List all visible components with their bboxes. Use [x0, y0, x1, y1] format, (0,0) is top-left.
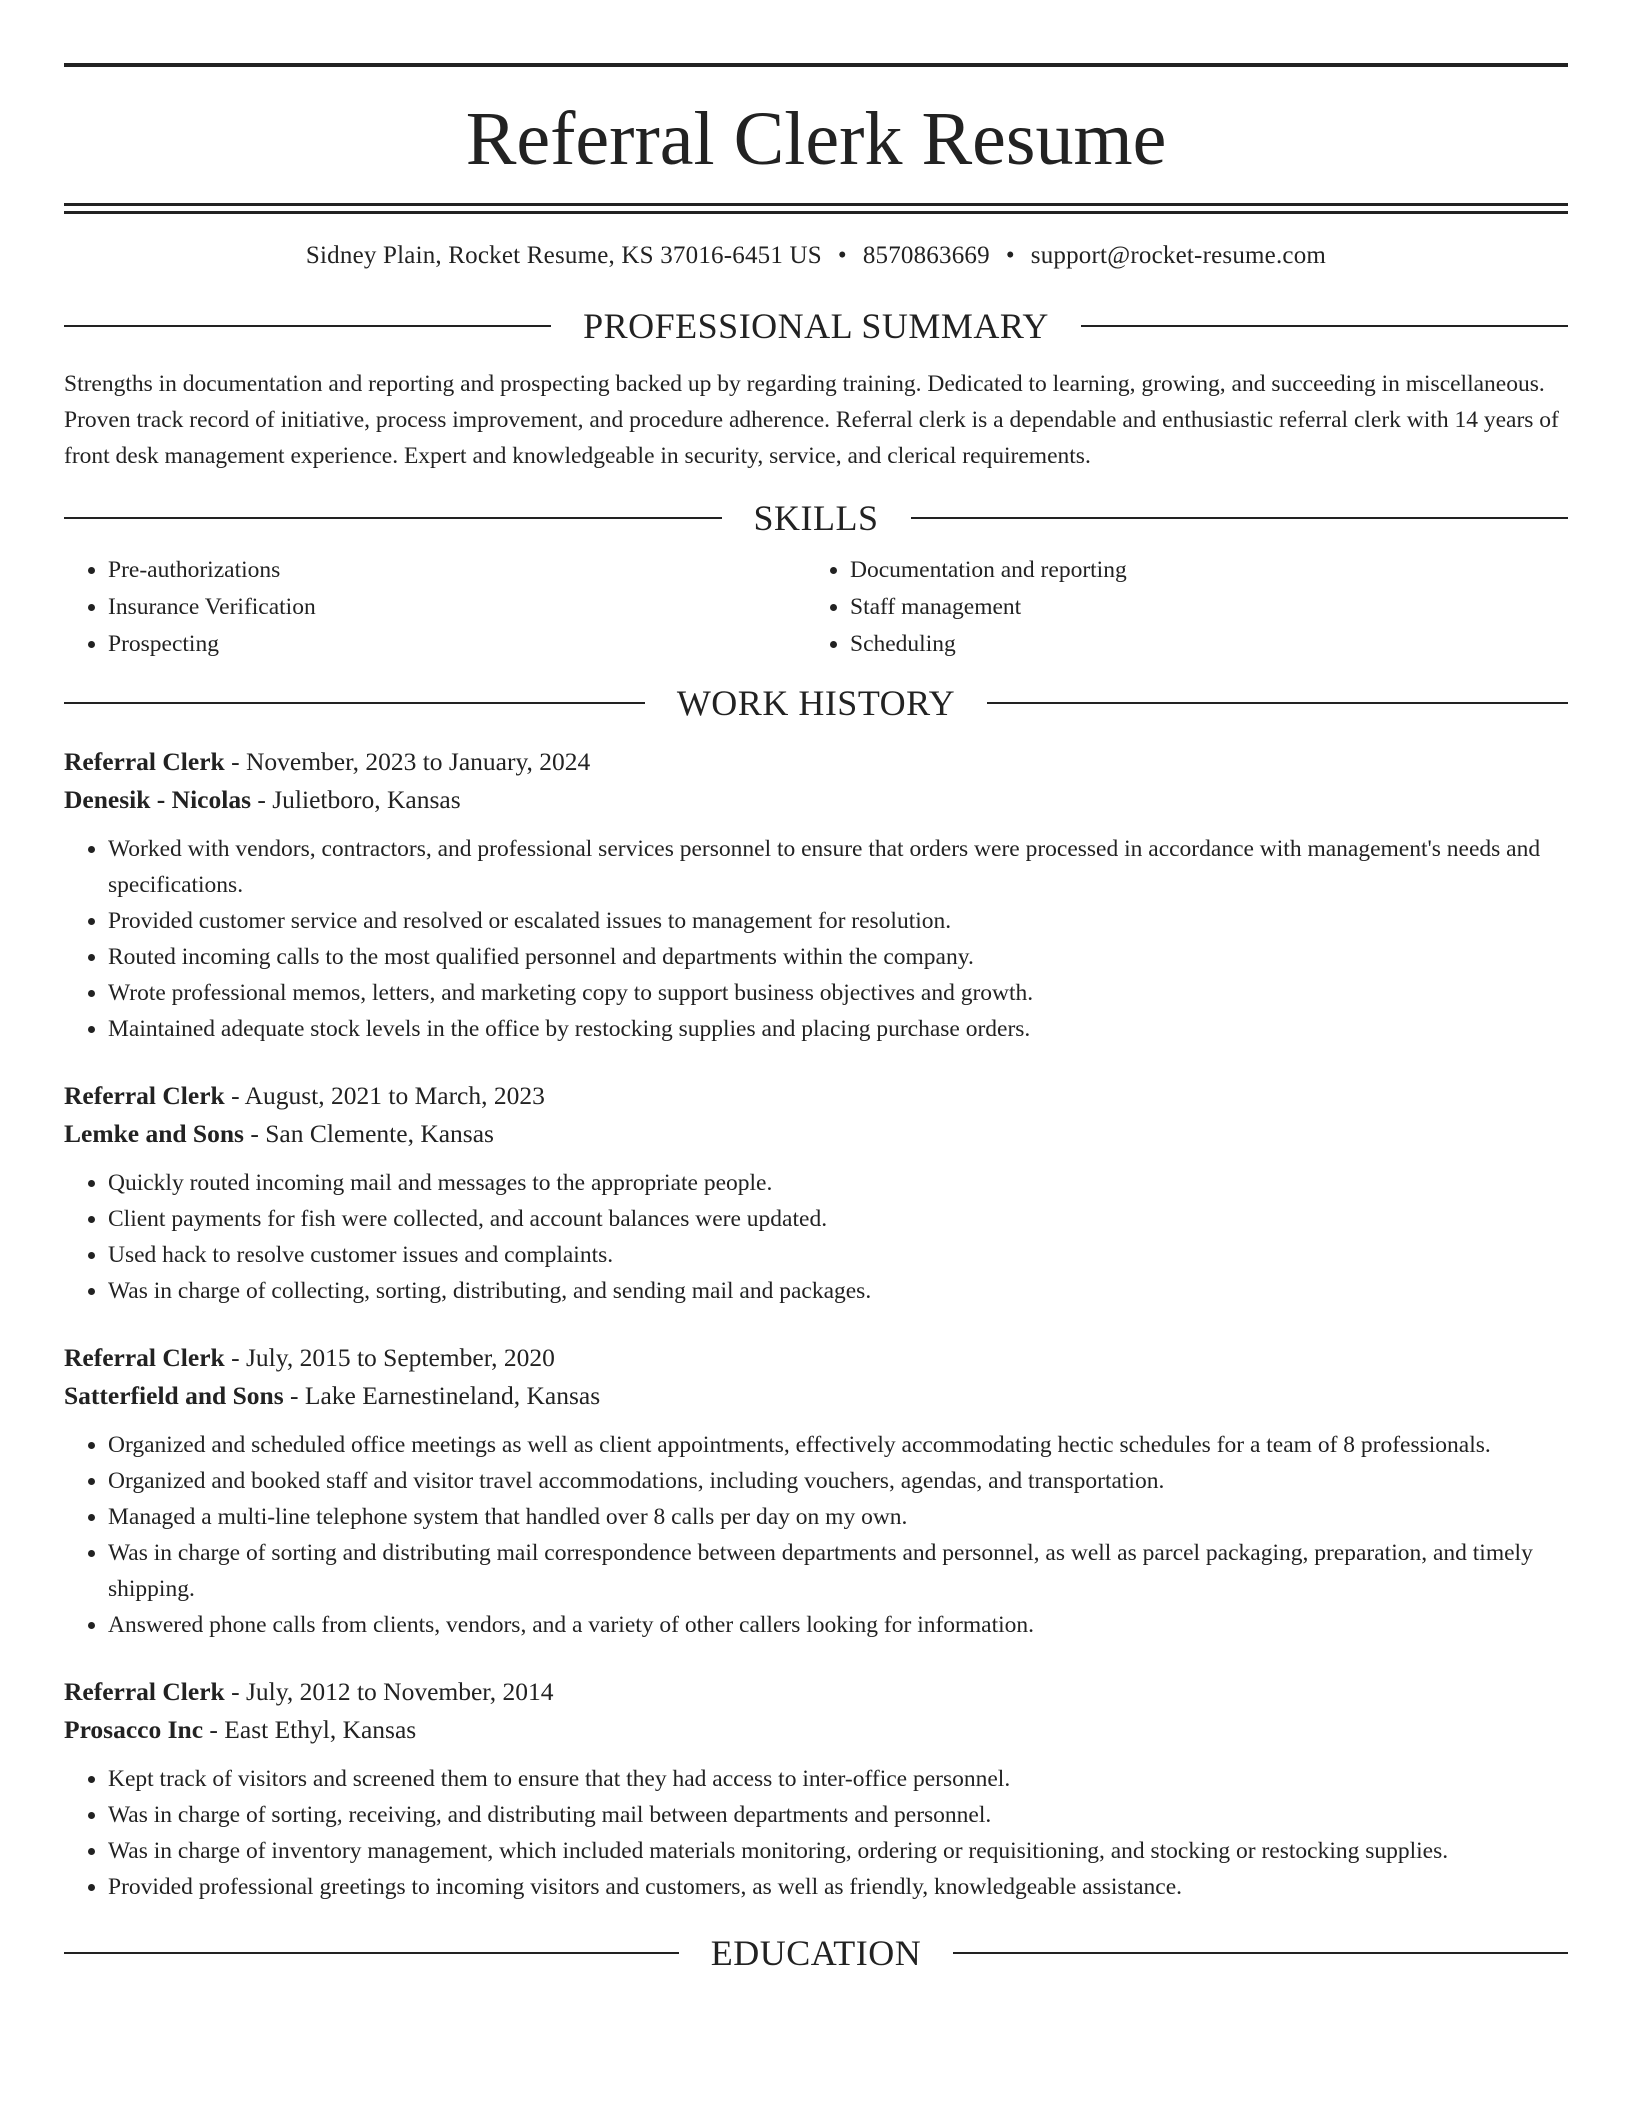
job-bullet: • Managed a multi-line telephone system that handled over 8 calls per day on my own. [108, 1499, 1568, 1535]
job-bullet: • Worked with vendors, contractors, and professional services personnel to ensure that orders were processed in accordance with management's needs and specifications. [108, 831, 1568, 903]
skill-item: • Documentation and reporting [850, 552, 1548, 589]
education-section-heading [64, 1931, 1568, 1975]
job-location: San Clemente, Kansas [265, 1119, 494, 1148]
job-company-line: Prosacco Inc - East Ethyl, Kansas [64, 1715, 417, 1744]
skills-heading-label: SKILLS [753, 498, 879, 538]
job-entry [64, 743, 1568, 1047]
job-bullet: • Quickly routed incoming mail and messages to the appropriate people. [108, 1165, 1568, 1201]
contact-separator: • [1005, 242, 1015, 269]
job-bullets [64, 1165, 1568, 1309]
job-bullet: • Routed incoming calls to the most qualified personnel and departments within the company. [108, 939, 1568, 975]
job-title-line: Referral Clerk - July, 2015 to September, 2020 [64, 1343, 555, 1372]
job-bullet: • Was in charge of sorting, receiving, and distributing mail between departments and personnel. [108, 1797, 1568, 1833]
job-title: Referral Clerk [64, 1677, 225, 1706]
work-history-section-heading [64, 681, 1568, 725]
job-company: Prosacco Inc [64, 1715, 204, 1744]
contact-separator: • [837, 242, 847, 269]
job-dates: November, 2023 to January, 2024 [245, 747, 591, 776]
job-bullet: • Was in charge of sorting and distributing mail correspondence between departments and personnel, as well as parcel packaging, preparation, and timely shipping. [108, 1535, 1568, 1607]
professional-summary-text: Strengths in documentation and reporting and prospecting backed up by regarding training. Dedicated to learning, growing, and succeeding in miscellaneous. Proven track record of initiative, process improvement, and procedure adherence. Referral clerk is a dependable and enthusiastic referral clerk with 14 years of front desk management experience. Expert and knowledgeable in security, service, and clerical requirements. [64, 371, 1559, 469]
job-bullet: • Wrote professional memos, letters, and marketing copy to support business objectives and growth. [108, 975, 1568, 1011]
contact-address: Sidney Plain, Rocket Resume, KS 37016-6451 US [305, 242, 822, 269]
contact-line [64, 242, 1568, 278]
skill-item: • Insurance Verification [108, 589, 806, 626]
skill-item: • Prospecting [108, 626, 806, 663]
job-title-line: Referral Clerk - November, 2023 to January, 2024 [64, 747, 591, 776]
job-company-line: Lemke and Sons - San Clemente, Kansas [64, 1119, 494, 1148]
title-double-rule [64, 203, 1568, 214]
job-bullet: • Used hack to resolve customer issues and complaints. [108, 1237, 1568, 1273]
job-title: Referral Clerk [64, 1081, 225, 1110]
job-location: East Ethyl, Kansas [224, 1715, 417, 1744]
resume-page [64, 0, 1568, 1975]
job-entry [64, 1339, 1568, 1643]
job-title-line: Referral Clerk - August, 2021 to March, 2023 [64, 1081, 545, 1110]
heading-rule-right [911, 517, 1569, 519]
job-bullet: • Organized and scheduled office meetings as well as client appointments, effectively accommodating hectic schedules for a team of 8 professionals. [108, 1427, 1568, 1463]
job-bullet: • Answered phone calls from clients, vendors, and a variety of other callers looking for information. [108, 1607, 1568, 1643]
job-company: Lemke and Sons [64, 1119, 244, 1148]
job-bullet: • Kept track of visitors and screened them to ensure that they had access to inter-office personnel. [108, 1761, 1568, 1797]
heading-rule-left [64, 517, 722, 519]
job-location: Lake Earnestineland, Kansas [304, 1381, 601, 1410]
work-history-heading-label: WORK HISTORY [676, 683, 956, 723]
job-bullets [64, 1427, 1568, 1643]
heading-rule-left [64, 325, 551, 327]
skills-column-left [64, 552, 806, 663]
summary-heading-label: PROFESSIONAL SUMMARY [583, 306, 1049, 346]
job-company: Satterfield and Sons [64, 1381, 284, 1410]
job-company-line: Satterfield and Sons - Lake Earnestineland, Kansas [64, 1381, 601, 1410]
job-dates: August, 2021 to March, 2023 [244, 1081, 545, 1110]
contact-phone: 8570863669 [862, 242, 990, 269]
heading-rule-right [1081, 325, 1568, 327]
skill-item: • Pre-authorizations [108, 552, 806, 589]
skills-section-heading [64, 496, 1568, 540]
job-location: Julietboro, Kansas [272, 785, 461, 814]
job-title: Referral Clerk [64, 1343, 225, 1372]
job-company-line: Denesik - Nicolas - Julietboro, Kansas [64, 785, 461, 814]
skill-item: • Scheduling [850, 626, 1548, 663]
contact-email: support@rocket-resume.com [1030, 242, 1327, 269]
job-bullet: • Client payments for fish were collected, and account balances were updated. [108, 1201, 1568, 1237]
job-dates: July, 2012 to November, 2014 [245, 1677, 554, 1706]
job-bullet: • Organized and booked staff and visitor travel accommodations, including vouchers, agendas, and transportation. [108, 1463, 1568, 1499]
heading-rule-right [987, 702, 1568, 704]
education-heading-label: EDUCATION [710, 1933, 922, 1973]
skill-item: • Staff management [850, 589, 1548, 626]
heading-rule-left [64, 702, 645, 704]
job-bullet: • Maintained adequate stock levels in the office by restocking supplies and placing purchase orders. [108, 1011, 1568, 1047]
heading-rule-left [64, 1952, 679, 1954]
job-entry [64, 1673, 1568, 1905]
job-bullet: • Was in charge of collecting, sorting, distributing, and sending mail and packages. [108, 1273, 1568, 1309]
skills-column-right [806, 552, 1548, 663]
skills-list [64, 552, 1568, 663]
job-title-line: Referral Clerk - July, 2012 to November, 2014 [64, 1677, 554, 1706]
summary-section-heading [64, 304, 1568, 348]
heading-rule-right [953, 1952, 1568, 1954]
job-bullet: • Was in charge of inventory management, which included materials monitoring, ordering or requisitioning, and stocking or restocking supplies. [108, 1833, 1568, 1869]
job-bullet: • Provided professional greetings to incoming visitors and customers, as well as friendly, knowledgeable assistance. [108, 1869, 1568, 1905]
job-bullets [64, 831, 1568, 1047]
resume-title: Referral Clerk Resume [465, 97, 1167, 181]
top-rule [64, 63, 1568, 67]
job-bullets [64, 1761, 1568, 1905]
job-company: Denesik - Nicolas [64, 785, 251, 814]
job-entry [64, 1077, 1568, 1309]
job-dates: July, 2015 to September, 2020 [245, 1343, 555, 1372]
job-title: Referral Clerk [64, 747, 225, 776]
job-bullet: • Provided customer service and resolved or escalated issues to management for resolution. [108, 903, 1568, 939]
